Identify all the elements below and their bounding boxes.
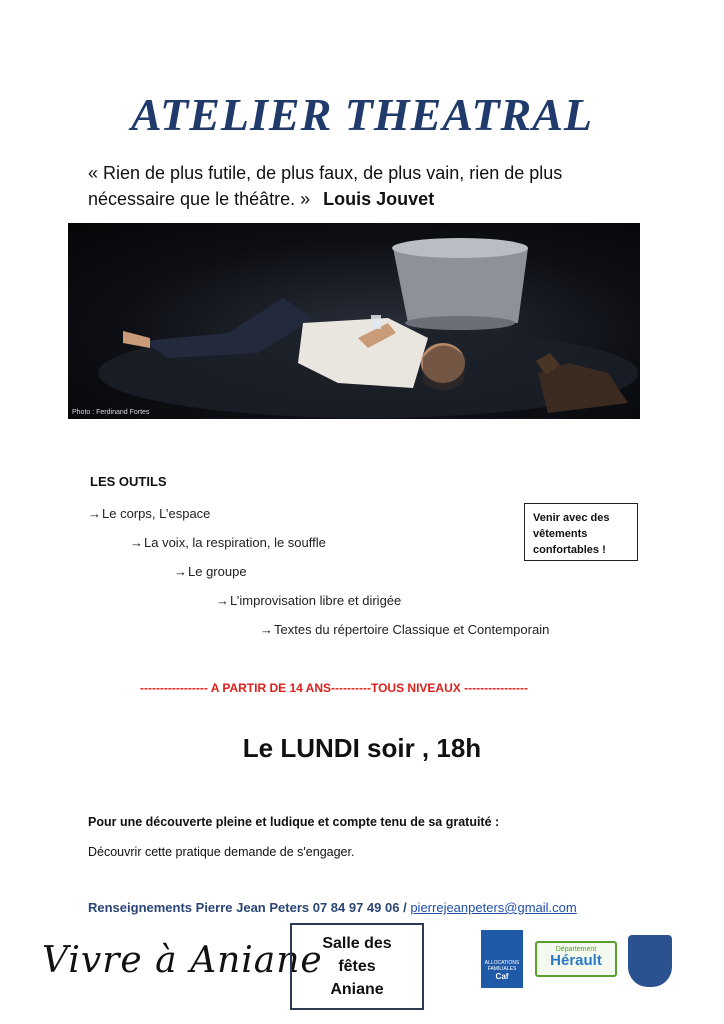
quote-author: Louis Jouvet bbox=[323, 189, 435, 209]
photo-credit: Photo : Ferdinand Fortes bbox=[72, 409, 150, 416]
aniane-crest-logo bbox=[628, 935, 672, 987]
herault-logo: Département Hérault bbox=[535, 941, 617, 977]
arrow-icon: → bbox=[130, 535, 143, 550]
poster-title: ATELIER THEATRAL bbox=[130, 89, 594, 140]
quote-text: « Rien de plus futile, de plus faux, de plus vain, rien de plus nécessaire que le théâtre. » bbox=[88, 163, 563, 209]
arrow-icon: → bbox=[174, 564, 187, 579]
age-level-line: ----------------- A PARTIR DE 14 ANS----------TOUS NIVEAUX ---------------- bbox=[139, 681, 529, 695]
tool-item: →L’improvisation libre et dirigée bbox=[216, 593, 402, 608]
vivre-a-aniane-logo: Vivre à Aniane bbox=[42, 940, 323, 981]
clothing-note: Venir avec des vêtements confortables ! bbox=[524, 503, 638, 561]
tool-item: →La voix, la respiration, le souffle bbox=[130, 535, 326, 550]
tool-item: →Le corps, L’espace bbox=[88, 506, 211, 521]
quote bbox=[88, 160, 648, 212]
contact-info bbox=[88, 900, 577, 915]
tub-rim bbox=[392, 238, 528, 258]
man-foot bbox=[123, 331, 150, 348]
contact-email-link[interactable]: pierrejeanpeters@gmail.com bbox=[410, 900, 577, 915]
schedule: Le LUNDI soir , 18h bbox=[242, 733, 482, 763]
intro-heading: Pour une découverte pleine et ludique et compte tenu de sa gratuité : bbox=[88, 815, 500, 829]
arrow-icon: → bbox=[88, 506, 101, 521]
glass bbox=[371, 315, 381, 329]
arrow-icon: → bbox=[216, 593, 229, 608]
tools-title: LES OUTILS bbox=[90, 474, 167, 489]
tool-item: →Textes du répertoire Classique et Contemporain bbox=[260, 622, 550, 637]
venue-box: Salle des fêtes Aniane bbox=[290, 923, 424, 1010]
caf-logo: ALLOCATIONS FAMILIALES Caf bbox=[481, 930, 523, 988]
arrow-icon: → bbox=[260, 622, 273, 637]
theatre-photo bbox=[68, 223, 640, 419]
contact-label: Renseignements Pierre Jean Peters 07 84 97 49 06 / bbox=[88, 900, 407, 915]
tool-item: →Le groupe bbox=[174, 564, 247, 579]
intro-text: Découvrir cette pratique demande de s'engager. bbox=[88, 845, 355, 859]
photo-scene bbox=[68, 223, 640, 419]
metal-tub bbox=[393, 248, 528, 323]
